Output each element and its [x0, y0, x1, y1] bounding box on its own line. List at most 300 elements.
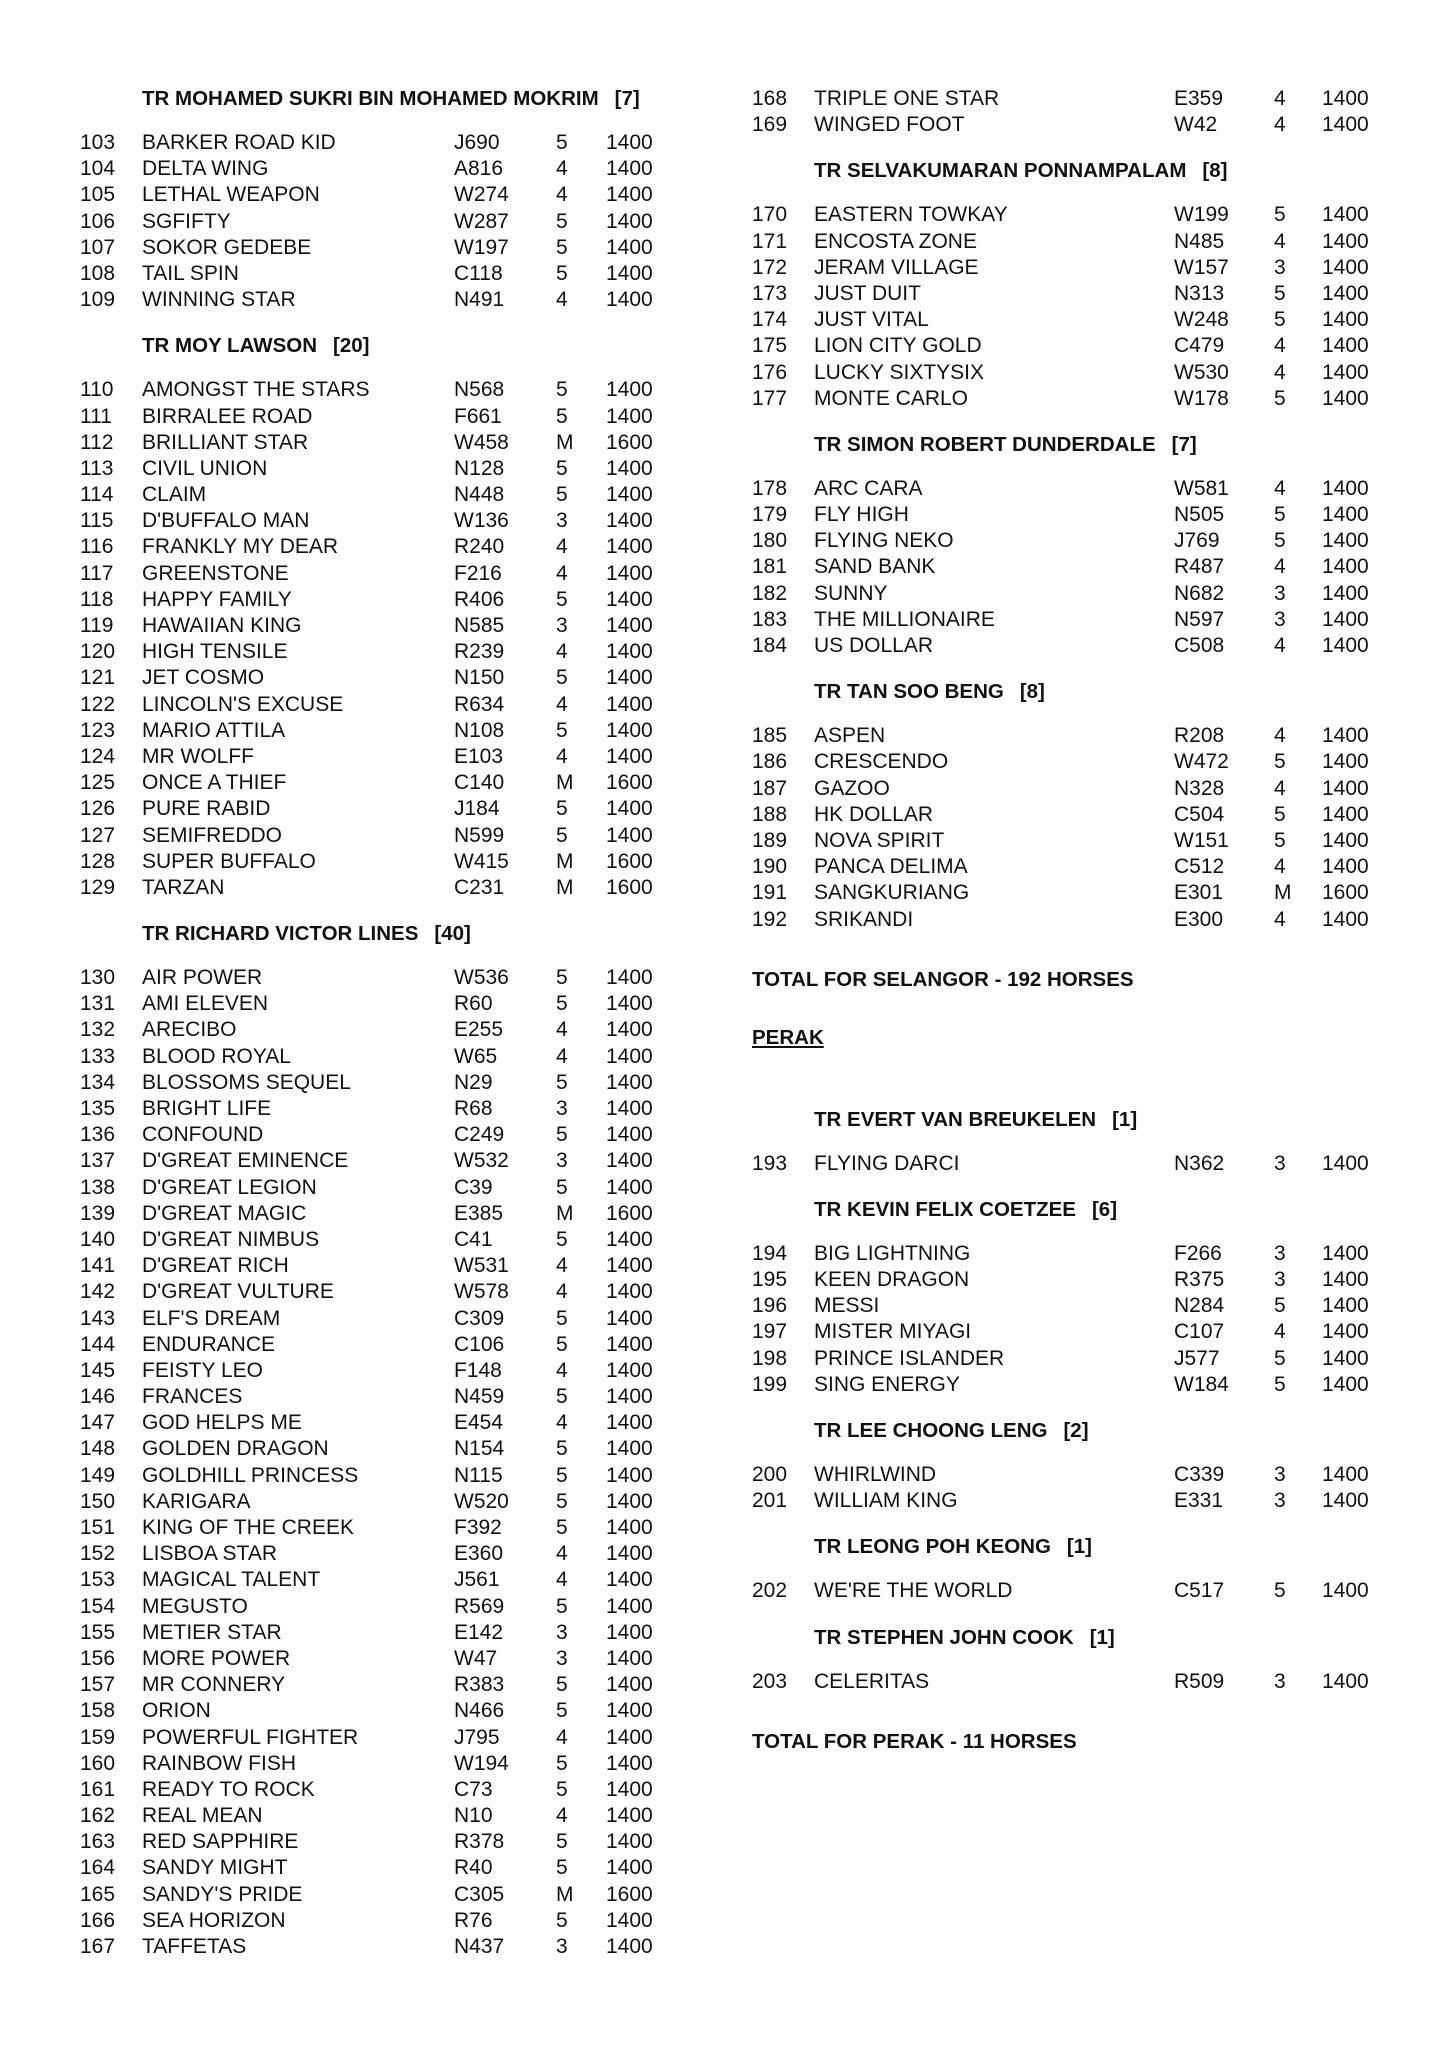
- horse-rating: 1400: [1322, 281, 1369, 305]
- horse-age: 5: [556, 1332, 568, 1356]
- horse-rating: 1600: [606, 430, 653, 454]
- horse-age: 3: [1274, 1463, 1286, 1486]
- horse-number: 143: [80, 1306, 116, 1330]
- horse-number: 104: [80, 157, 116, 181]
- horse-name: RAINBOW FISH: [142, 1751, 297, 1775]
- horse-age: 3: [1274, 607, 1286, 631]
- horse-code: C231: [454, 875, 505, 899]
- horse-name: D'GREAT VULTURE: [142, 1280, 334, 1304]
- horse-row: [752, 1241, 1392, 1267]
- trainer-count: [1]: [1066, 1535, 1092, 1559]
- horse-code: R208: [1174, 724, 1225, 748]
- horse-rating: 1400: [606, 640, 653, 664]
- horse-row: [80, 1855, 680, 1881]
- trainer-heading: [80, 86, 680, 112]
- horse-name: FRANCES: [142, 1385, 243, 1409]
- horse-number: 120: [80, 640, 116, 664]
- horse-age: 5: [556, 1516, 568, 1539]
- horse-row: [80, 430, 680, 456]
- horse-code: J769: [1174, 529, 1220, 553]
- horse-name: JERAM VILLAGE: [814, 255, 979, 279]
- horse-rating: 1400: [606, 131, 653, 154]
- horse-row: [752, 633, 1392, 659]
- horse-rating: 1400: [606, 1306, 653, 1330]
- horse-name: TRIPLE ONE STAR: [814, 87, 1000, 110]
- horse-code: N115: [454, 1463, 503, 1487]
- horse-rating: 1400: [1322, 229, 1369, 253]
- horse-number: 184: [752, 634, 788, 657]
- horse-age: 3: [1274, 1151, 1286, 1175]
- horse-rating: 1400: [606, 692, 653, 716]
- horse-row: [80, 1358, 680, 1384]
- horse-rating: 1400: [606, 1646, 653, 1670]
- trainer-group: [752, 1625, 1392, 1695]
- horse-age: 5: [556, 1699, 568, 1723]
- horse-name: CLAIM: [142, 483, 207, 507]
- horse-name: MARIO ATTILA: [142, 718, 286, 742]
- horse-row: [752, 255, 1392, 281]
- horse-age: 5: [556, 1908, 568, 1932]
- horse-rating: 1400: [1322, 907, 1369, 931]
- horse-code: C106: [454, 1332, 505, 1356]
- horse-number: 146: [80, 1385, 116, 1409]
- trainer-group: [752, 679, 1392, 933]
- horse-age: 5: [1274, 750, 1286, 774]
- horse-age: 3: [556, 1646, 568, 1670]
- trainer-count: [40]: [434, 922, 471, 946]
- perak-total: TOTAL FOR PERAK - 11 HORSES: [752, 1729, 1077, 1753]
- horse-rating: 1400: [606, 1673, 653, 1697]
- horse-name: ENCOSTA ZONE: [814, 229, 977, 253]
- trainer-heading: [752, 1534, 1392, 1560]
- horse-name: FEISTY LEO: [142, 1358, 263, 1382]
- horse-number: 111: [80, 404, 112, 428]
- horse-code: W42: [1174, 113, 1218, 137]
- horse-age: 5: [556, 587, 568, 611]
- horse-row: [80, 1175, 680, 1201]
- horse-number: 128: [80, 849, 116, 873]
- trainer-count: [8]: [1202, 159, 1228, 183]
- horse-number: 163: [80, 1830, 116, 1854]
- horse-age: 5: [556, 1385, 568, 1409]
- horse-name: ASPEN: [814, 724, 886, 748]
- horse-rating: 1400: [606, 1856, 653, 1880]
- horse-row: [80, 1410, 680, 1436]
- horse-code: C140: [454, 771, 505, 795]
- horse-name: SANDY MIGHT: [142, 1856, 288, 1880]
- horse-age: 5: [556, 1070, 568, 1094]
- horse-name: LISBOA STAR: [142, 1542, 277, 1566]
- horse-number: 159: [80, 1725, 116, 1749]
- horse-name: PURE RABID: [142, 797, 271, 821]
- horse-row: [80, 1829, 680, 1855]
- horse-rating: 1400: [1322, 360, 1369, 384]
- horse-age: 4: [1274, 1320, 1286, 1344]
- horse-row: [80, 639, 680, 665]
- horse-number: 134: [80, 1070, 116, 1094]
- horse-row: [80, 1253, 680, 1279]
- horse-number: 200: [752, 1463, 788, 1486]
- horse-row: [80, 534, 680, 560]
- horse-number: 153: [80, 1568, 116, 1592]
- horse-code: N284: [1174, 1294, 1225, 1318]
- horse-age: 3: [1274, 1268, 1286, 1292]
- horse-row: [80, 1096, 680, 1122]
- horse-code: R378: [454, 1830, 505, 1854]
- horse-name: CRESCENDO: [814, 750, 949, 774]
- horse-name: BLOOD ROYAL: [142, 1044, 291, 1068]
- horse-number: 192: [752, 907, 788, 931]
- horse-row: [752, 1669, 1392, 1695]
- horse-age: 3: [556, 614, 568, 637]
- horse-age: 5: [556, 1437, 568, 1461]
- horse-rating: 1400: [606, 1175, 653, 1199]
- horse-name: WINGED FOOT: [814, 113, 965, 137]
- horse-rating: 1400: [606, 535, 653, 559]
- horse-rating: 1400: [606, 718, 653, 742]
- horse-name: BLOSSOMS SEQUEL: [142, 1070, 351, 1094]
- horse-age: 5: [556, 797, 568, 821]
- horse-age: 5: [556, 1777, 568, 1801]
- horse-code: R375: [1174, 1268, 1225, 1292]
- horse-code: N682: [1174, 581, 1225, 605]
- horse-row: [80, 456, 680, 482]
- horse-number: 174: [752, 308, 788, 332]
- trainer-name: TR TAN SOO BENG: [814, 680, 1004, 704]
- horse-name: LETHAL WEAPON: [142, 183, 320, 207]
- horse-row: [80, 796, 680, 822]
- trainer-name: TR KEVIN FELIX COETZEE: [814, 1197, 1076, 1221]
- horse-age: 3: [556, 509, 568, 533]
- horse-row: [80, 1463, 680, 1489]
- horse-code: N108: [454, 718, 505, 742]
- horse-number: 180: [752, 529, 788, 553]
- horse-number: 152: [80, 1542, 116, 1566]
- horse-number: 112: [80, 430, 114, 454]
- horse-number: 195: [752, 1268, 788, 1292]
- horse-row: [80, 1725, 680, 1751]
- trainer-heading: [752, 432, 1392, 458]
- horse-age: 3: [1274, 1241, 1286, 1265]
- horse-age: 5: [556, 404, 568, 428]
- continued-rows: [752, 86, 1392, 138]
- horse-name: BIG LIGHTNING: [814, 1241, 971, 1265]
- horse-number: 147: [80, 1411, 116, 1435]
- left-column: [80, 86, 680, 1980]
- horse-row: [752, 1346, 1392, 1372]
- horse-rating: 1600: [606, 1882, 653, 1906]
- trainer-group: [752, 1418, 1392, 1514]
- horse-rating: 1400: [1322, 1241, 1369, 1265]
- horse-number: 161: [80, 1777, 116, 1801]
- horse-name: KARIGARA: [142, 1489, 251, 1513]
- horse-number: 177: [752, 386, 788, 410]
- horse-rating: 1400: [1322, 828, 1369, 852]
- horse-rating: 1400: [606, 823, 653, 847]
- horse-name: WE'RE THE WORLD: [814, 1579, 1013, 1603]
- trainer-heading: [752, 1625, 1392, 1651]
- horse-age: 5: [1274, 503, 1286, 527]
- horse-code: C39: [454, 1175, 493, 1199]
- horse-name: FRANKLY MY DEAR: [142, 535, 339, 559]
- horse-number: 182: [752, 581, 788, 605]
- horse-age: 4: [556, 1411, 568, 1435]
- horse-age: 5: [556, 209, 568, 233]
- horse-age: 5: [556, 131, 568, 154]
- horse-number: 126: [80, 797, 116, 821]
- horse-name: SANDY'S PRIDE: [142, 1882, 303, 1906]
- trainer-count: [1]: [1112, 1107, 1138, 1131]
- horse-rating: 1400: [606, 1594, 653, 1618]
- horse-name: DELTA WING: [142, 157, 269, 181]
- horse-rating: 1400: [606, 1044, 653, 1068]
- horse-rating: 1600: [606, 1201, 653, 1225]
- horse-rating: 1400: [1322, 334, 1369, 358]
- horse-code: W531: [454, 1254, 509, 1278]
- horse-row: [80, 1148, 680, 1174]
- horse-rating: 1400: [606, 744, 653, 768]
- horse-number: 194: [752, 1241, 788, 1265]
- horse-age: 5: [556, 1489, 568, 1513]
- horse-row: [80, 1017, 680, 1043]
- trainer-name: TR EVERT VAN BREUKELEN: [814, 1107, 1097, 1131]
- horse-age: 5: [556, 1227, 568, 1251]
- horse-number: 132: [80, 1018, 116, 1042]
- horse-age: 4: [556, 640, 568, 664]
- horse-rating: 1400: [1322, 1372, 1369, 1396]
- horse-name: BRIGHT LIFE: [142, 1097, 272, 1120]
- horse-code: N150: [454, 666, 505, 690]
- horse-rating: 1400: [606, 1620, 653, 1644]
- horse-rating: 1400: [1322, 1268, 1369, 1292]
- horse-rating: 1400: [606, 1280, 653, 1304]
- horse-code: W178: [1174, 386, 1229, 410]
- horse-number: 114: [80, 483, 114, 507]
- horse-rating: 1400: [606, 1699, 653, 1723]
- horse-rating: 1400: [606, 1123, 653, 1147]
- horse-rating: 1400: [606, 404, 653, 428]
- horse-rating: 1400: [1322, 1346, 1369, 1370]
- horse-code: W415: [454, 849, 509, 873]
- horse-rating: 1400: [606, 1385, 653, 1409]
- trainer-heading: [80, 333, 680, 359]
- horse-age: 5: [1274, 1346, 1286, 1370]
- horse-number: 198: [752, 1346, 788, 1370]
- horse-code: W520: [454, 1489, 509, 1513]
- horse-age: M: [556, 1201, 574, 1225]
- horse-row: [80, 261, 680, 287]
- horse-rating: 1400: [1322, 855, 1369, 879]
- horse-row: [752, 86, 1392, 112]
- horse-code: F392: [454, 1516, 502, 1539]
- horse-name: THE MILLIONAIRE: [814, 607, 995, 631]
- horse-row: [752, 386, 1392, 412]
- horse-age: 5: [1274, 1294, 1286, 1318]
- horse-number: 157: [80, 1673, 116, 1697]
- horse-age: 5: [556, 1594, 568, 1618]
- horse-age: 4: [556, 1018, 568, 1042]
- horse-row: [752, 802, 1392, 828]
- horse-code: J561: [454, 1568, 500, 1592]
- horse-row: [80, 1777, 680, 1803]
- trainer-group: [752, 158, 1392, 412]
- horse-code: C512: [1174, 855, 1225, 879]
- horse-row: [80, 1201, 680, 1227]
- horse-age: M: [556, 771, 574, 795]
- selangor-total: TOTAL FOR SELANGOR - 192 HORSES: [752, 967, 1134, 991]
- horse-row: [80, 1751, 680, 1777]
- horse-number: 170: [752, 203, 788, 227]
- horse-code: R68: [454, 1097, 493, 1120]
- horse-code: F266: [1174, 1241, 1222, 1265]
- horse-number: 160: [80, 1751, 116, 1775]
- horse-name: D'GREAT MAGIC: [142, 1201, 307, 1225]
- horse-name: GOLDHILL PRINCESS: [142, 1463, 359, 1487]
- horse-code: E454: [454, 1411, 504, 1435]
- horse-rating: 1400: [1322, 203, 1369, 227]
- horse-number: 133: [80, 1044, 116, 1068]
- horse-code: N154: [454, 1437, 505, 1461]
- horse-name: HK DOLLAR: [814, 802, 934, 826]
- horse-number: 158: [80, 1699, 116, 1723]
- horse-rating: 1400: [606, 157, 653, 181]
- horse-rating: 1400: [606, 288, 653, 312]
- horse-row: [752, 749, 1392, 775]
- horse-rating: 1400: [606, 1411, 653, 1435]
- horse-name: MISTER MIYAGI: [814, 1320, 972, 1344]
- horse-code: C41: [454, 1227, 493, 1251]
- horse-code: R76: [454, 1908, 493, 1932]
- horse-rating: 1400: [606, 1725, 653, 1749]
- horse-name: ENDURANCE: [142, 1332, 276, 1356]
- horse-row: [752, 281, 1392, 307]
- horse-name: POWERFUL FIGHTER: [142, 1725, 359, 1749]
- horse-age: 4: [556, 1358, 568, 1382]
- horse-age: M: [556, 1882, 574, 1906]
- horse-rating: 1400: [606, 456, 653, 480]
- horse-name: AMONGST THE STARS: [142, 378, 370, 402]
- horse-name: SGFIFTY: [142, 209, 231, 233]
- horse-number: 119: [80, 614, 114, 637]
- horse-code: R487: [1174, 555, 1225, 579]
- horse-name: EASTERN TOWKAY: [814, 203, 1008, 227]
- horse-number: 110: [80, 378, 114, 402]
- horse-name: LUCKY SIXTYSIX: [814, 360, 985, 384]
- horse-code: N437: [454, 1935, 505, 1958]
- horse-number: 139: [80, 1201, 116, 1225]
- horse-code: W136: [454, 509, 509, 533]
- horse-number: 121: [80, 666, 116, 690]
- horse-name: CELERITAS: [814, 1669, 930, 1693]
- horse-name: SOKOR GEDEBE: [142, 235, 312, 259]
- horse-number: 118: [80, 587, 114, 611]
- horse-name: FLYING NEKO: [814, 529, 954, 553]
- horse-number: 188: [752, 802, 788, 826]
- horse-age: 4: [556, 744, 568, 768]
- horse-age: 5: [556, 1830, 568, 1854]
- horse-rating: 1400: [606, 1070, 653, 1094]
- horse-number: 141: [80, 1254, 116, 1278]
- horse-rating: 1400: [1322, 308, 1369, 332]
- horse-number: 117: [80, 561, 114, 585]
- horse-code: N585: [454, 614, 505, 637]
- horse-number: 125: [80, 771, 116, 795]
- horse-number: 197: [752, 1320, 788, 1344]
- horse-number: 138: [80, 1175, 116, 1199]
- horse-rating: 1400: [606, 1227, 653, 1251]
- horse-name: FLYING DARCI: [814, 1151, 960, 1175]
- horse-rating: 1400: [1322, 750, 1369, 774]
- horse-rating: 1400: [606, 1254, 653, 1278]
- horse-rating: 1400: [606, 1097, 653, 1120]
- horse-age: 4: [1274, 87, 1286, 110]
- horse-age: 5: [1274, 1372, 1286, 1396]
- horse-number: 142: [80, 1280, 116, 1304]
- horse-age: 5: [556, 261, 568, 285]
- horse-row: [752, 528, 1392, 554]
- horse-age: 5: [1274, 529, 1286, 553]
- horse-code: N29: [454, 1070, 493, 1094]
- horse-name: ORION: [142, 1699, 211, 1723]
- horse-code: N505: [1174, 503, 1225, 527]
- horse-rating: 1400: [606, 261, 653, 285]
- horse-row: [80, 1227, 680, 1253]
- trainer-group: [752, 1107, 1392, 1177]
- horse-age: 4: [1274, 776, 1286, 800]
- horse-code: W197: [454, 235, 509, 259]
- horse-row: [752, 1578, 1392, 1604]
- horse-age: M: [556, 849, 574, 873]
- horse-rating: 1400: [606, 1935, 653, 1958]
- horse-number: 113: [80, 456, 114, 480]
- horse-code: W65: [454, 1044, 498, 1068]
- horse-code: E142: [454, 1620, 504, 1644]
- horse-age: 5: [556, 456, 568, 480]
- horse-code: R383: [454, 1673, 505, 1697]
- horse-row: [80, 508, 680, 534]
- horse-name: WINNING STAR: [142, 288, 296, 312]
- horse-code: R40: [454, 1856, 493, 1880]
- horse-row: [80, 287, 680, 313]
- horse-name: AMI ELEVEN: [142, 992, 269, 1016]
- horse-age: 3: [1274, 1669, 1286, 1693]
- horse-code: E359: [1174, 87, 1224, 110]
- horse-name: WILLIAM KING: [814, 1489, 958, 1513]
- trainer-count: [7]: [614, 87, 640, 110]
- horse-rating: 1400: [1322, 724, 1369, 748]
- horse-row: [80, 1515, 680, 1541]
- horse-code: C249: [454, 1123, 505, 1147]
- horse-age: 4: [1274, 334, 1286, 358]
- horse-name: D'GREAT LEGION: [142, 1175, 317, 1199]
- horse-code: R240: [454, 535, 505, 559]
- horse-code: C118: [454, 261, 503, 285]
- trainer-name: TR LEONG POH KEONG: [814, 1535, 1051, 1559]
- horse-code: W47: [454, 1646, 498, 1670]
- horse-age: 3: [1274, 255, 1286, 279]
- horse-age: 5: [1274, 308, 1286, 332]
- horse-age: M: [556, 875, 574, 899]
- horse-row: [752, 880, 1392, 906]
- horse-name: SRIKANDI: [814, 907, 914, 931]
- horse-age: 3: [556, 1149, 568, 1173]
- horse-number: 189: [752, 828, 788, 852]
- horse-code: R569: [454, 1594, 505, 1618]
- horse-age: 4: [556, 1725, 568, 1749]
- horse-code: W248: [1174, 308, 1229, 332]
- horse-age: 4: [556, 1280, 568, 1304]
- horse-code: J690: [454, 131, 500, 154]
